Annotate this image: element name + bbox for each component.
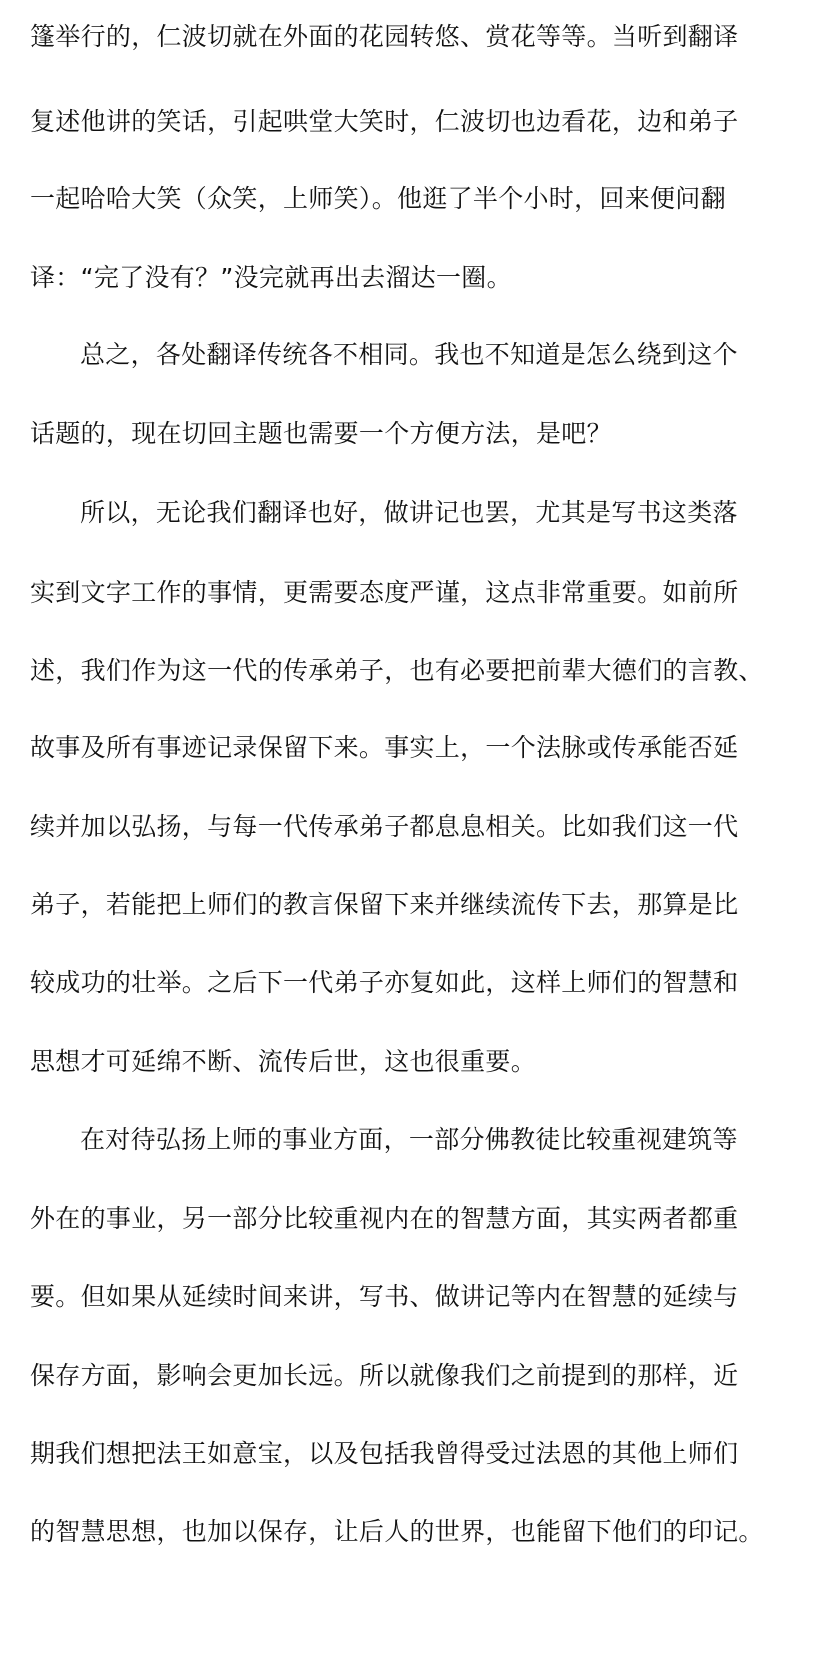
paragraph-first-line: 总之，各处翻译传统各不相同。我也不知道是怎么绕到这个 xyxy=(80,340,738,369)
text-line: 思想才可延绵不断、流传后世，这也很重要。 xyxy=(30,1047,537,1076)
text-line: 的智慧思想，也加以保存，让后人的世界，也能留下他们的印记。 xyxy=(30,1517,764,1546)
text-line: 较成功的壮举。之后下一代弟子亦复如此，这样上师们的智慧和 xyxy=(30,968,739,997)
text-line: 故事及所有事迹记录保留下来。事实上，一个法脉或传承能否延 xyxy=(30,733,739,762)
text-line: 续并加以弘扬，与每一代传承弟子都息息相关。比如我们这一代 xyxy=(30,812,739,841)
paragraph-first-line: 在对待弘扬上师的事业方面，一部分佛教徒比较重视建筑等 xyxy=(80,1125,738,1154)
text-line: 实到文字工作的事情，更需要态度严谨，这点非常重要。如前所 xyxy=(30,578,739,607)
text-line: 期我们想把法王如意宝，以及包括我曾得受过法恩的其他上师们 xyxy=(30,1439,739,1468)
text-line: 要。但如果从延续时间来讲，写书、做讲记等内在智慧的延续与 xyxy=(30,1282,739,1311)
text-line: 译：“完了没有？”没完就再出去溜达一圈。 xyxy=(30,263,512,292)
paragraph-first-line: 所以，无论我们翻译也好，做讲记也罢，尤其是写书这类落 xyxy=(80,498,738,527)
text-line: 篷举行的，仁波切就在外面的花园转悠、赏花等等。当听到翻译 xyxy=(30,22,739,51)
text-line: 一起哈哈大笑（众笑，上师笑）。他逛了半个小时，回来便问翻 xyxy=(30,184,726,213)
text-line: 话题的，现在切回主题也需要一个方便方法，是吧？ xyxy=(30,419,612,448)
text-line: 外在的事业，另一部分比较重视内在的智慧方面，其实两者都重 xyxy=(30,1204,739,1233)
text-line: 保存方面，影响会更加长远。所以就像我们之前提到的那样，近 xyxy=(30,1361,739,1390)
text-line: 述，我们作为这一代的传承弟子，也有必要把前辈大德们的言教、 xyxy=(30,656,764,685)
text-line: 弟子，若能把上师们的教言保留下来并继续流传下去，那算是比 xyxy=(30,890,739,919)
text-line: 复述他讲的笑话，引起哄堂大笑时，仁波切也边看花，边和弟子 xyxy=(30,107,739,136)
